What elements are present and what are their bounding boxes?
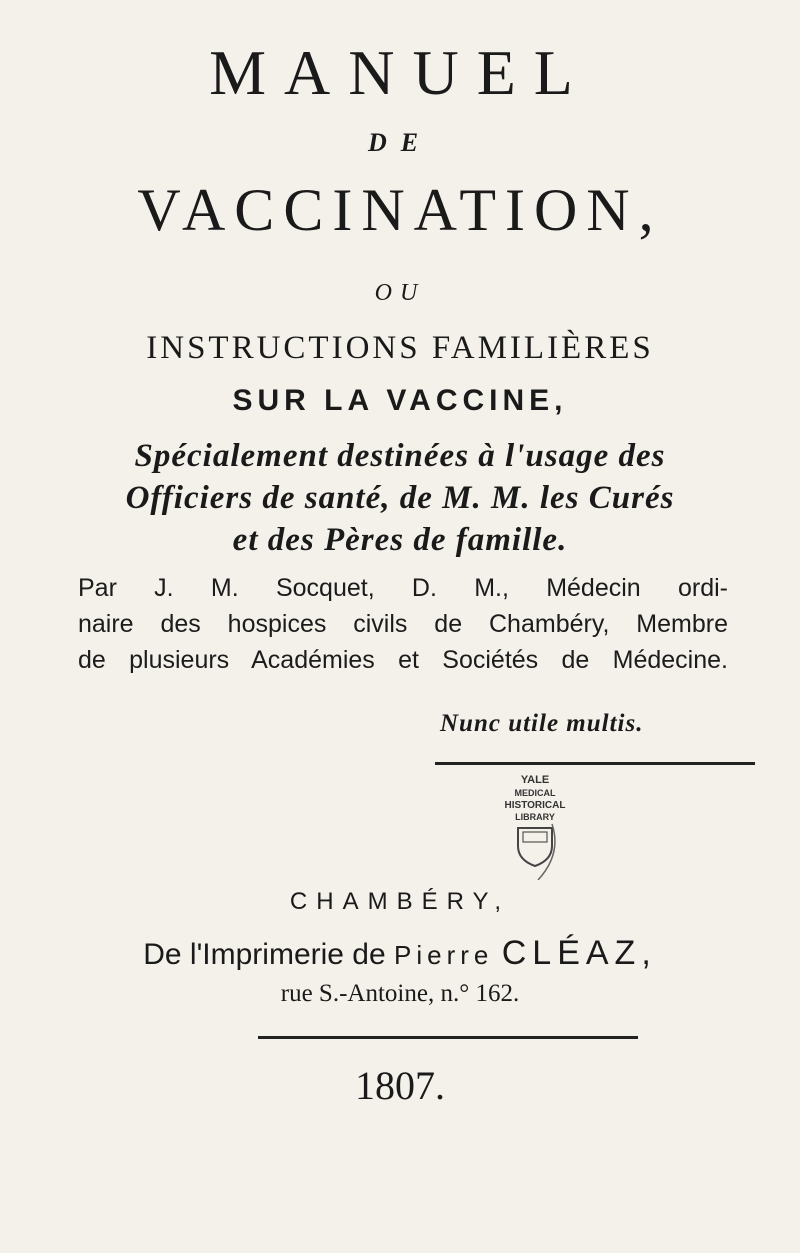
title-de: DE	[367, 128, 433, 157]
title-manuel: MANUEL	[209, 37, 591, 108]
stamp-line-2: MEDICAL	[514, 788, 556, 798]
shield-icon	[480, 770, 590, 880]
subtitle-instructions: INSTRUCTIONS FAMILIÈRES	[146, 330, 654, 366]
author-line-1: Par J. M. Socquet, D. M., Médecin ordi-	[78, 574, 728, 602]
imprint-prefix: De l'Imprimerie de	[143, 938, 386, 971]
author-line-2: naire des hospices civils de Chambéry, Membre	[78, 610, 728, 638]
stamp-line-3: HISTORICAL	[504, 800, 566, 811]
imprint-last-name: CLÉAZ,	[501, 934, 657, 972]
author-line-3: de plusieurs Académies et Sociétés de Médecine.	[78, 646, 728, 674]
dedication-line-1: Spécialement destinées à l'usage des	[134, 438, 666, 474]
imprint-city: CHAMBÉRY,	[289, 888, 511, 915]
publication-year: 1807.	[355, 1063, 445, 1108]
divider-rule	[435, 762, 755, 765]
title-vaccination: VACCINATION,	[137, 177, 663, 243]
motto: Nunc utile multis.	[440, 710, 644, 737]
imprint-first-name: Pierre	[394, 940, 494, 970]
dedication-line-3: et des Pères de famille.	[232, 522, 568, 558]
stamp-line-4: LIBRARY	[515, 812, 555, 822]
title-ou: OU	[374, 280, 426, 306]
stamp-line-1: YALE	[520, 774, 550, 786]
imprint-address: rue S.-Antoine, n.° 162.	[280, 980, 520, 1007]
imprint-printer	[0, 934, 800, 973]
subtitle-vaccine: SUR LA VACCINE,	[232, 384, 568, 417]
bottom-rule	[258, 1036, 638, 1039]
dedication-line-2: Officiers de santé, de M. M. les Curés	[125, 480, 675, 516]
library-stamp	[480, 770, 590, 880]
